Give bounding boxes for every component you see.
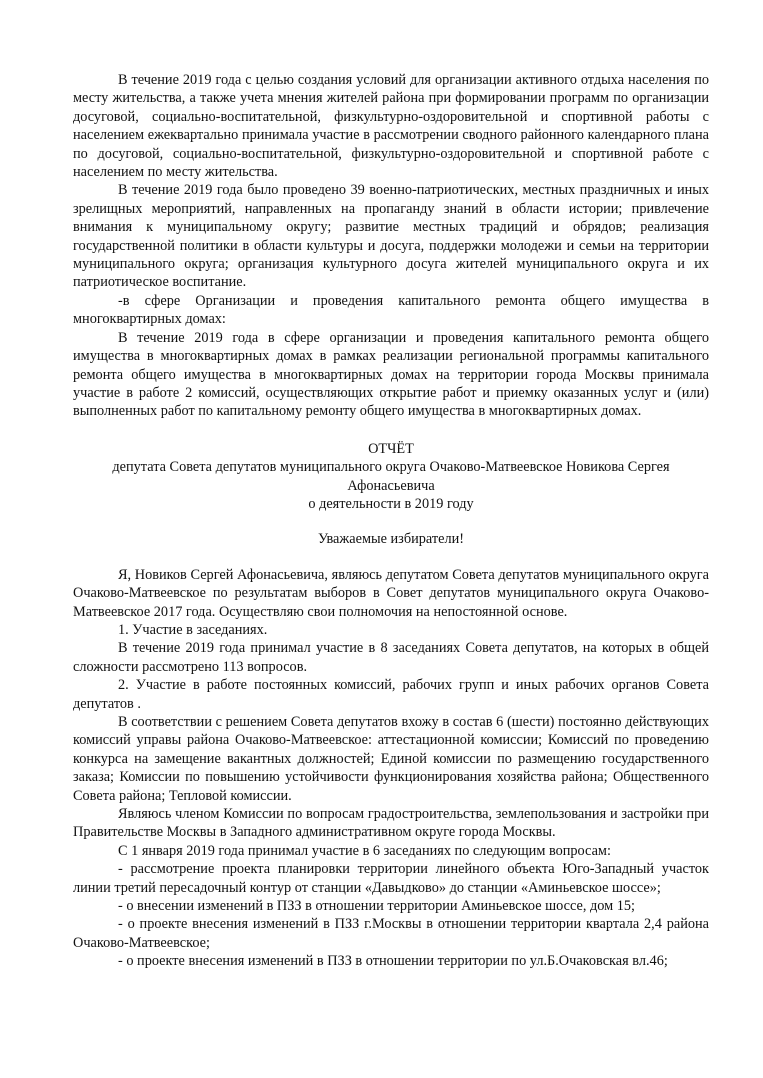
report-subtitle-line2: Афонасьевича — [347, 477, 435, 494]
spacer — [73, 513, 709, 530]
list-item-quarter: - о проекте внесения изменений в ПЗЗ г.Москвы в отношении территории квартала 2,4 района Очаково-Матвеевское; — [73, 916, 709, 951]
paragraph-introduction: Я, Новиков Сергей Афонасьевича, являюсь депутатом Совета депутатов муниципального округа Очаково-Матвеевское по результатам выборов в Совет депутатов муниципального округа Очаково-Матвеевское 2017 года. Осуществляю свои полномочия на непостоянной основе. — [73, 566, 709, 620]
paragraph-sessions: С 1 января 2019 года принимал участие в 6 заседаниях по следующим вопросам: — [118, 842, 611, 859]
paragraph-urban-planning-member: Являюсь членом Комиссии по вопросам градостроительства, землепользования и застройки при Правительстве Москвы в Западного административном округе города Москвы. — [73, 806, 709, 841]
spacer — [73, 549, 709, 566]
paragraph-item-1-heading: 1. Участие в заседаниях. — [118, 621, 268, 638]
report-title: ОТЧЁТ — [368, 440, 414, 457]
document-page — [73, 71, 709, 971]
report-subtitle-line1: депутата Совета депутатов муниципального округа Очаково-Матвеевское Новикова Сергея — [112, 459, 670, 476]
paragraph-item-2-heading: 2. Участие в работе постоянных комиссий, рабочих групп и иных рабочих органов Совета депутатов . — [73, 677, 709, 712]
paragraph-meetings: В течение 2019 года принимал участие в 8 заседаниях Совета депутатов, на которых в общей сложности рассмотрено 113 вопросов. — [73, 640, 709, 675]
list-item-ochakovskaya: - о проекте внесения изменений в ПЗЗ в отношении территории по ул.Б.Очаковская вл.46; — [118, 953, 668, 970]
paragraph-capital-repair: В течение 2019 года в сфере организации и проведения капитального ремонта общего имущества в многоквартирных домах в рамках реализации региональной программы капитального ремонта общего имущества в многоквартирных домах на территории города Москвы принимала участие в работе 2 комиссий, осуществляющих открытие работ и приемку оказанных услуг и (или) выполненных работ по капитальному ремонту общего имущества в многоквартирных домах. — [73, 329, 709, 420]
spacer — [73, 421, 709, 440]
list-item-aminyevskoe: - о внесении изменений в ПЗЗ в отношении территории Аминьевское шоссе, дом 15; — [118, 898, 636, 915]
report-subtitle-line3: о деятельности в 2019 году — [308, 495, 474, 512]
list-item-planning-project: - рассмотрение проекта планировки территории линейного объекта Юго-Западный участок линии третий пересадочный контур от станции «Давыдково» до станции «Аминьевское шоссе»; — [73, 861, 709, 896]
paragraph-capital-repair-heading: -в сфере Организации и проведения капитального ремонта общего имущества в многоквартирных домах: — [73, 292, 709, 328]
paragraph-events: В течение 2019 года было проведено 39 военно-патриотических, местных праздничных и иных зрелищных мероприятий, направленных на пропаганду знаний в области истории; привлечение внимания к муниципальному округу; развитие местных традиций и обрядов; реализация государственной политики в области культуры и досуга, поддержки молодежи и семьи на территории муниципального округа; организация культурного досуга жителей муниципального округа и их патриотическое воспитание. — [73, 182, 709, 291]
paragraph-leisure-planning: В течение 2019 года с целью создания условий для организации активного отдыха населения по месту жительства, а также учета мнения жителей района при формировании программ по организации досуговой, социально-воспитательной, физкультурно-оздоровительной и спортивной работы с населением ежеквартально принимала участие в рассмотрении сводного районного календарного плана по досуговой, социально-воспитательной, физкультурно-оздоровительной и спортивной работе с населением по месту жительства. — [73, 72, 709, 181]
paragraph-commissions: В соответствии с решением Совета депутатов вхожу в состав 6 (шести) постоянно действующих комиссий управы района Очаково-Матвеевское: аттестационной комиссии; Комиссий по проведению конкурса на замещение вакантных должностей; Единой комиссии по размещению государственного заказа; Комиссии по повышению устойчивости функционирования хозяйства района; Общественного Совета района; Тепловой комиссии. — [73, 714, 709, 804]
greeting: Уважаемые избиратели! — [317, 531, 465, 548]
